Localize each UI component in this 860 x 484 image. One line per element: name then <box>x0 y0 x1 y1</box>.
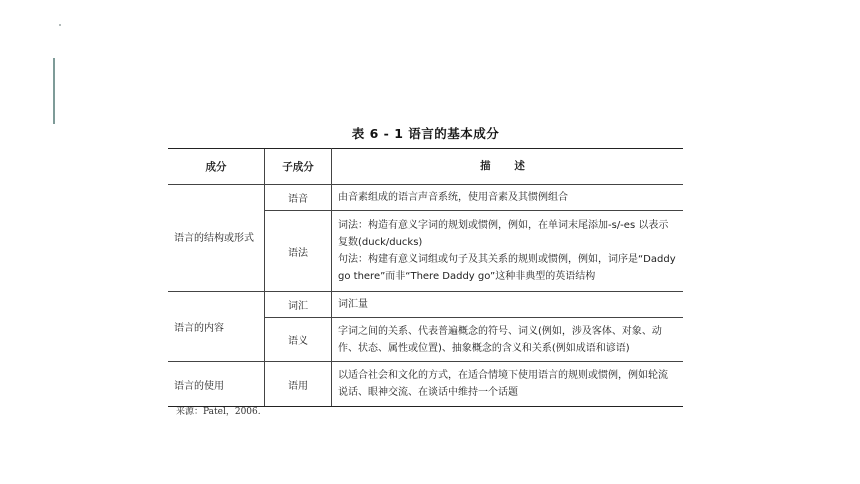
description-cell: 以适合社会和文化的方式，在适合情境下使用语言的规则或惯例，例如轮流说话、眼神交流、在谈话中维持一个话题 <box>332 362 684 407</box>
table-caption: 表 6 - 1 语言的基本成分 <box>351 126 500 141</box>
header-description: 描 述 <box>332 149 684 185</box>
group-name: 语言的使用 <box>168 362 265 407</box>
sub-component: 语义 <box>265 318 332 362</box>
header-component: 成分 <box>168 149 265 185</box>
description-cell <box>332 211 684 292</box>
description-line: 词法：构造有意义字词的规划或惯例，例如，在单词末尾添加-s/-es 以表示复数(duck/ducks) <box>338 220 669 248</box>
sub-component: 语用 <box>265 362 332 407</box>
accent-bar <box>53 58 55 124</box>
language-components-table <box>168 148 683 407</box>
decorative-dot <box>59 24 61 26</box>
sub-component: 语法 <box>265 211 332 292</box>
header-subcomponent: 子成分 <box>265 149 332 185</box>
source-note: 来源：Patel，2006. <box>176 407 261 417</box>
description-line: 句法：构建有意义词组或句子及其关系的规则或惯例，例如，词序是“Daddy go there”而非“There Daddy go”这种非典型的英语结构 <box>338 254 676 282</box>
description-cell: 词汇量 <box>332 292 684 318</box>
group-name: 语言的结构或形式 <box>168 185 265 292</box>
sub-component: 语音 <box>265 185 332 211</box>
description-cell: 字词之间的关系、代表普遍概念的符号、词义(例如，涉及客体、对象、动作、状态、属性或位置)、抽象概念的含义和关系(例如成语和谚语) <box>332 318 684 362</box>
description-cell: 由音素组成的语言声音系统，使用音素及其惯例组合 <box>332 185 684 211</box>
sub-component: 词汇 <box>265 292 332 318</box>
table-row <box>168 292 683 318</box>
group-name: 语言的内容 <box>168 292 265 362</box>
table-header-row <box>168 149 683 185</box>
table-row <box>168 185 683 211</box>
table-row <box>168 362 683 407</box>
